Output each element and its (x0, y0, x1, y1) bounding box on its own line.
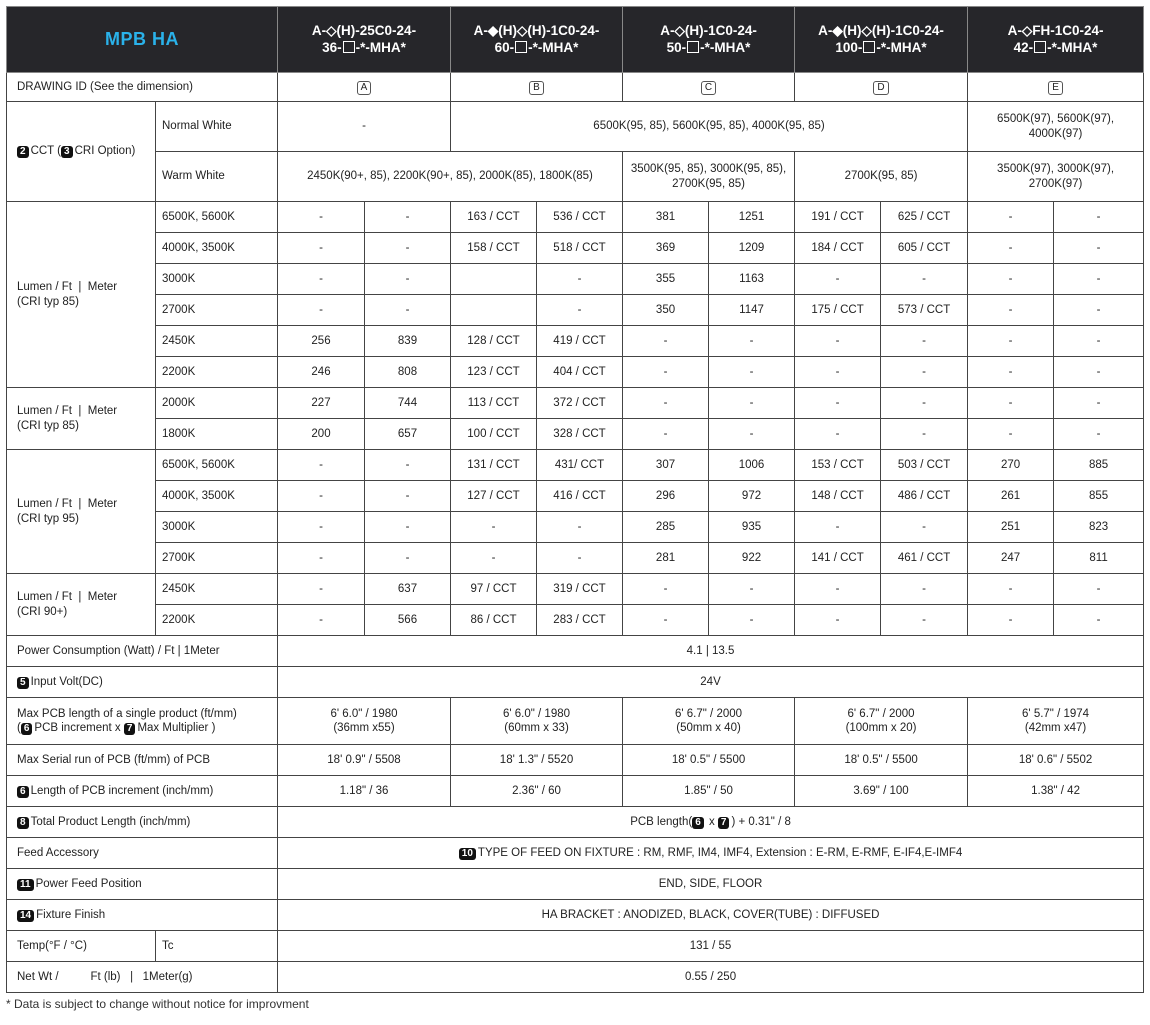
lumen-value: - (795, 605, 881, 636)
power-label: Power Consumption (Watt) / Ft | 1Meter (7, 636, 278, 667)
lumen-value: 657 (365, 419, 451, 450)
lumen-group-label: Lumen / Ft | Meter (CRI typ 95) (7, 450, 156, 574)
lumen-value: - (968, 419, 1054, 450)
lumen-value: - (881, 326, 968, 357)
cct-warm-row (7, 152, 1144, 202)
lumen-value: - (1054, 388, 1144, 419)
pcb-increment-value: 3.69" / 100 (795, 776, 968, 807)
total-length-value: PCB length( 6 x 7 ) + 0.31" / 8 (278, 807, 1144, 838)
lumen-value: 823 (1054, 512, 1144, 543)
lumen-value: 972 (709, 481, 795, 512)
lumen-value: - (795, 388, 881, 419)
lumen-value: - (968, 357, 1054, 388)
lumen-value: - (537, 543, 623, 574)
lumen-value: - (365, 450, 451, 481)
lumen-value: - (278, 543, 365, 574)
lumen-value: - (365, 295, 451, 326)
lumen-value: 404 / CCT (537, 357, 623, 388)
lumen-value: - (1054, 357, 1144, 388)
lumen-value: - (1054, 574, 1144, 605)
cct-value: 2700K(95, 85) (795, 152, 968, 202)
lumen-value: 1209 (709, 233, 795, 264)
max-pcb-value: 6' 6.7" / 2000 (100mm x 20) (795, 698, 968, 745)
lumen-value: 256 (278, 326, 365, 357)
lumen-group-label: Lumen / Ft | Meter (CRI typ 85) (7, 388, 156, 450)
pcb-increment-value: 2.36" / 60 (451, 776, 623, 807)
lumen-row (7, 419, 1144, 450)
max-serial-row (7, 745, 1144, 776)
lumen-row (7, 574, 1144, 605)
lumen-value: - (968, 605, 1054, 636)
lumen-row (7, 543, 1144, 574)
lumen-temp-label: 6500K, 5600K (156, 450, 278, 481)
lumen-temp-label: 6500K, 5600K (156, 202, 278, 233)
lumen-value: - (451, 543, 537, 574)
drawing-id-a: A (357, 81, 372, 95)
footnote: * Data is subject to change without notice for improvment (6, 997, 309, 1011)
lumen-value: 625 / CCT (881, 202, 968, 233)
lumen-value: - (881, 419, 968, 450)
lumen-value: - (968, 295, 1054, 326)
lumen-value: 350 (623, 295, 709, 326)
feed-value: 10 TYPE OF FEED ON FIXTURE : RM, RMF, IM4, IMF4, Extension : E-RM, E-RMF, E-IF4,E-IMF4 (278, 838, 1144, 869)
placeholder-box-icon (687, 41, 699, 53)
lumen-value: 281 (623, 543, 709, 574)
lumen-value: - (278, 264, 365, 295)
lumen-value: - (278, 295, 365, 326)
lumen-value: - (623, 357, 709, 388)
lumen-value: - (881, 264, 968, 295)
badge-6-icon: 6 (21, 723, 33, 735)
lumen-value: 270 (968, 450, 1054, 481)
lumen-value: 486 / CCT (881, 481, 968, 512)
lumen-value: - (968, 233, 1054, 264)
lumen-value: 431/ CCT (537, 450, 623, 481)
placeholder-box-icon (343, 41, 355, 53)
max-pcb-value: 6' 6.0" / 1980 (60mm x 33) (451, 698, 623, 745)
lumen-value: - (623, 605, 709, 636)
model-a: A-◇(H)-25C0-24- 36- -*-MHA* (278, 7, 451, 73)
lumen-value: - (365, 233, 451, 264)
pcb-increment-label: 6 Length of PCB increment (inch/mm) (7, 776, 278, 807)
cct-value: - (278, 102, 451, 152)
feed-row (7, 838, 1144, 869)
temp-sub-label: Tc (156, 931, 278, 962)
power-row (7, 636, 1144, 667)
lumen-value: 184 / CCT (795, 233, 881, 264)
lumen-row (7, 295, 1144, 326)
lumen-value: - (968, 326, 1054, 357)
lumen-value: - (795, 357, 881, 388)
pcb-increment-value: 1.85" / 50 (623, 776, 795, 807)
pcb-increment-row (7, 776, 1144, 807)
cct-value: 3500K(97), 3000K(97), 2700K(97) (968, 152, 1144, 202)
lumen-value: - (1054, 295, 1144, 326)
lumen-value: 419 / CCT (537, 326, 623, 357)
lumen-value: - (795, 512, 881, 543)
badge-6-icon: 6 (17, 786, 29, 798)
lumen-temp-label: 2700K (156, 543, 278, 574)
drawing-id-label: DRAWING ID (See the dimension) (7, 73, 278, 102)
lumen-value: 97 / CCT (451, 574, 537, 605)
lumen-value: - (623, 574, 709, 605)
lumen-value: - (968, 388, 1054, 419)
lumen-value: - (278, 512, 365, 543)
lumen-row (7, 388, 1144, 419)
lumen-value: 808 (365, 357, 451, 388)
lumen-row (7, 512, 1144, 543)
lumen-value: 855 (1054, 481, 1144, 512)
placeholder-box-icon (863, 41, 875, 53)
lumen-value: 935 (709, 512, 795, 543)
lumen-value: 319 / CCT (537, 574, 623, 605)
lumen-value: 200 (278, 419, 365, 450)
lumen-row (7, 233, 1144, 264)
badge-11-icon: 11 (17, 879, 34, 891)
cct-value: 6500K(97), 5600K(97), 4000K(97) (968, 102, 1144, 152)
lumen-value: 518 / CCT (537, 233, 623, 264)
max-serial-value: 18' 0.5" / 5500 (795, 745, 968, 776)
lumen-value: - (365, 202, 451, 233)
drawing-id-b: B (529, 81, 544, 95)
lumen-temp-label: 2200K (156, 357, 278, 388)
lumen-row (7, 264, 1144, 295)
lumen-value: 381 (623, 202, 709, 233)
power-feed-value: END, SIDE, FLOOR (278, 869, 1144, 900)
lumen-value (451, 264, 537, 295)
lumen-row (7, 481, 1144, 512)
lumen-value: - (881, 574, 968, 605)
lumen-value: 127 / CCT (451, 481, 537, 512)
drawing-id-c: C (701, 81, 716, 95)
lumen-value: - (1054, 419, 1144, 450)
lumen-value: 885 (1054, 450, 1144, 481)
lumen-value: 128 / CCT (451, 326, 537, 357)
placeholder-box-icon (515, 41, 527, 53)
temp-row (7, 931, 1144, 962)
cct-value: 2450K(90+, 85), 2200K(90+, 85), 2000K(85), 1800K(85) (278, 152, 623, 202)
lumen-temp-label: 3000K (156, 512, 278, 543)
lumen-value: - (709, 388, 795, 419)
max-pcb-label: Max PCB length of a single product (ft/mm) ( 6 PCB increment x 7 Max Multiplier ) (7, 698, 278, 745)
lumen-temp-label: 3000K (156, 264, 278, 295)
lumen-value: - (537, 512, 623, 543)
lumen-value: - (365, 543, 451, 574)
finish-label: 14 Fixture Finish (7, 900, 278, 931)
input-volt-row (7, 667, 1144, 698)
total-length-row (7, 807, 1144, 838)
lumen-value: 148 / CCT (795, 481, 881, 512)
lumen-value: - (709, 605, 795, 636)
lumen-value: 100 / CCT (451, 419, 537, 450)
lumen-value: - (451, 512, 537, 543)
max-serial-value: 18' 1.3" / 5520 (451, 745, 623, 776)
total-length-label: 8 Total Product Length (inch/mm) (7, 807, 278, 838)
lumen-value: - (1054, 233, 1144, 264)
lumen-value: 131 / CCT (451, 450, 537, 481)
lumen-value: - (537, 264, 623, 295)
lumen-value: 251 (968, 512, 1054, 543)
lumen-value: 811 (1054, 543, 1144, 574)
lumen-temp-label: 2450K (156, 574, 278, 605)
power-feed-row (7, 869, 1144, 900)
feed-label: Feed Accessory (7, 838, 278, 869)
cct-value: 6500K(95, 85), 5600K(95, 85), 4000K(95, 85) (451, 102, 968, 152)
temp-value: 131 / 55 (278, 931, 1144, 962)
lumen-value: 637 (365, 574, 451, 605)
badge-10-icon: 10 (459, 848, 476, 860)
badge-7-icon: 7 (124, 723, 136, 735)
net-weight-row (7, 962, 1144, 993)
net-weight-label: Net Wt / Ft (lb) | 1Meter(g) (7, 962, 278, 993)
badge-8-icon: 8 (17, 817, 29, 829)
lumen-temp-label: 2200K (156, 605, 278, 636)
lumen-value: - (881, 388, 968, 419)
lumen-value: 123 / CCT (451, 357, 537, 388)
lumen-value: - (278, 450, 365, 481)
lumen-temp-label: 2000K (156, 388, 278, 419)
lumen-value: 158 / CCT (451, 233, 537, 264)
lumen-value: 573 / CCT (881, 295, 968, 326)
lumen-value: 307 (623, 450, 709, 481)
lumen-temp-label: 2450K (156, 326, 278, 357)
cct-value: 3500K(95, 85), 3000K(95, 85), 2700K(95, 85) (623, 152, 795, 202)
lumen-row (7, 357, 1144, 388)
lumen-value: 285 (623, 512, 709, 543)
lumen-value: - (881, 512, 968, 543)
lumen-value: 566 (365, 605, 451, 636)
lumen-value: 283 / CCT (537, 605, 623, 636)
lumen-value: 1147 (709, 295, 795, 326)
lumen-value: - (623, 326, 709, 357)
max-pcb-value: 6' 6.0" / 1980 (36mm x55) (278, 698, 451, 745)
lumen-value: 227 (278, 388, 365, 419)
brand-title: MPB HA (7, 7, 278, 73)
drawing-id-e: E (1048, 81, 1063, 95)
lumen-value: - (968, 264, 1054, 295)
input-volt-label: 5 Input Volt(DC) (7, 667, 278, 698)
lumen-value: 744 (365, 388, 451, 419)
lumen-value: - (1054, 264, 1144, 295)
lumen-value: - (709, 357, 795, 388)
lumen-value: 605 / CCT (881, 233, 968, 264)
lumen-value: 1006 (709, 450, 795, 481)
net-weight-value: 0.55 / 250 (278, 962, 1144, 993)
lumen-value: 369 (623, 233, 709, 264)
model-b: A-◆(H)◇(H)-1C0-24- 60- -*-MHA* (451, 7, 623, 73)
lumen-value: 175 / CCT (795, 295, 881, 326)
lumen-value: 113 / CCT (451, 388, 537, 419)
lumen-value: - (537, 295, 623, 326)
lumen-group-label: Lumen / Ft | Meter (CRI typ 85) (7, 202, 156, 388)
cct-normal-row (7, 102, 1144, 152)
lumen-value: - (795, 574, 881, 605)
lumen-value: - (623, 388, 709, 419)
lumen-value: - (278, 233, 365, 264)
model-d: A-◆(H)◇(H)-1C0-24- 100- -*-MHA* (795, 7, 968, 73)
drawing-id-row (7, 73, 1144, 102)
temp-label: Temp(°F / °C) (7, 931, 156, 962)
power-value: 4.1 | 13.5 (278, 636, 1144, 667)
max-serial-value: 18' 0.5" / 5500 (623, 745, 795, 776)
lumen-value: 246 (278, 357, 365, 388)
lumen-value: - (1054, 326, 1144, 357)
spec-table (6, 6, 1144, 993)
lumen-row (7, 326, 1144, 357)
badge-14-icon: 14 (17, 910, 34, 922)
warm-white-label: Warm White (156, 152, 278, 202)
max-serial-value: 18' 0.9" / 5508 (278, 745, 451, 776)
badge-7-icon: 7 (718, 817, 730, 829)
lumen-value: - (709, 574, 795, 605)
lumen-section (7, 202, 1144, 636)
lumen-value: - (278, 605, 365, 636)
pcb-increment-value: 1.18" / 36 (278, 776, 451, 807)
cct-label: 2 CCT ( 3 CRI Option) (7, 102, 156, 202)
power-feed-label: 11 Power Feed Position (7, 869, 278, 900)
lumen-group-label: Lumen / Ft | Meter (CRI 90+) (7, 574, 156, 636)
lumen-value: 141 / CCT (795, 543, 881, 574)
lumen-value (451, 295, 537, 326)
lumen-temp-label: 1800K (156, 419, 278, 450)
drawing-id-d: D (873, 81, 888, 95)
lumen-temp-label: 4000K, 3500K (156, 233, 278, 264)
lumen-value: - (795, 264, 881, 295)
badge-2-icon: 2 (17, 146, 29, 158)
finish-value: HA BRACKET : ANODIZED, BLACK, COVER(TUBE) : DIFFUSED (278, 900, 1144, 931)
lumen-value: 163 / CCT (451, 202, 537, 233)
lumen-value: 503 / CCT (881, 450, 968, 481)
lumen-value: 922 (709, 543, 795, 574)
lumen-value: - (1054, 605, 1144, 636)
header-row (7, 7, 1144, 73)
lumen-value: 839 (365, 326, 451, 357)
model-c: A-◇(H)-1C0-24- 50- -*-MHA* (623, 7, 795, 73)
badge-6-icon: 6 (692, 817, 704, 829)
model-e: A-◇FH-1C0-24- 42- -*-MHA* (968, 7, 1144, 73)
lumen-value: - (968, 574, 1054, 605)
max-pcb-value: 6' 6.7" / 2000 (50mm x 40) (623, 698, 795, 745)
lumen-temp-label: 2700K (156, 295, 278, 326)
max-pcb-value: 6' 5.7" / 1974 (42mm x47) (968, 698, 1144, 745)
lumen-value: 191 / CCT (795, 202, 881, 233)
lumen-value: 1251 (709, 202, 795, 233)
lumen-value: - (795, 326, 881, 357)
lumen-row (7, 450, 1144, 481)
lumen-value: - (881, 357, 968, 388)
lumen-value: - (795, 419, 881, 450)
lumen-value: - (278, 481, 365, 512)
pcb-increment-value: 1.38" / 42 (968, 776, 1144, 807)
lumen-row (7, 202, 1144, 233)
lumen-value: 328 / CCT (537, 419, 623, 450)
lumen-value: - (709, 326, 795, 357)
lumen-value: 296 (623, 481, 709, 512)
finish-row (7, 900, 1144, 931)
lumen-value: 536 / CCT (537, 202, 623, 233)
lumen-value: - (968, 202, 1054, 233)
placeholder-box-icon (1034, 41, 1046, 53)
badge-3-icon: 3 (61, 146, 73, 158)
max-pcb-row (7, 698, 1144, 745)
lumen-value: - (278, 574, 365, 605)
lumen-value: - (365, 264, 451, 295)
lumen-value: 461 / CCT (881, 543, 968, 574)
lumen-value: 247 (968, 543, 1054, 574)
lumen-value: 153 / CCT (795, 450, 881, 481)
lumen-value: 86 / CCT (451, 605, 537, 636)
lumen-value: - (365, 512, 451, 543)
lumen-row (7, 605, 1144, 636)
lumen-value: - (709, 419, 795, 450)
lumen-value: 416 / CCT (537, 481, 623, 512)
lumen-value: - (278, 202, 365, 233)
lumen-value: - (623, 419, 709, 450)
max-serial-label: Max Serial run of PCB (ft/mm) of PCB (7, 745, 278, 776)
lumen-temp-label: 4000K, 3500K (156, 481, 278, 512)
lumen-value: 355 (623, 264, 709, 295)
lumen-value: 372 / CCT (537, 388, 623, 419)
max-serial-value: 18' 0.6" / 5502 (968, 745, 1144, 776)
lumen-value: - (1054, 202, 1144, 233)
lumen-value: 1163 (709, 264, 795, 295)
badge-5-icon: 5 (17, 677, 29, 689)
input-volt-value: 24V (278, 667, 1144, 698)
lumen-value: - (365, 481, 451, 512)
lumen-value: - (881, 605, 968, 636)
lumen-value: 261 (968, 481, 1054, 512)
normal-white-label: Normal White (156, 102, 278, 152)
